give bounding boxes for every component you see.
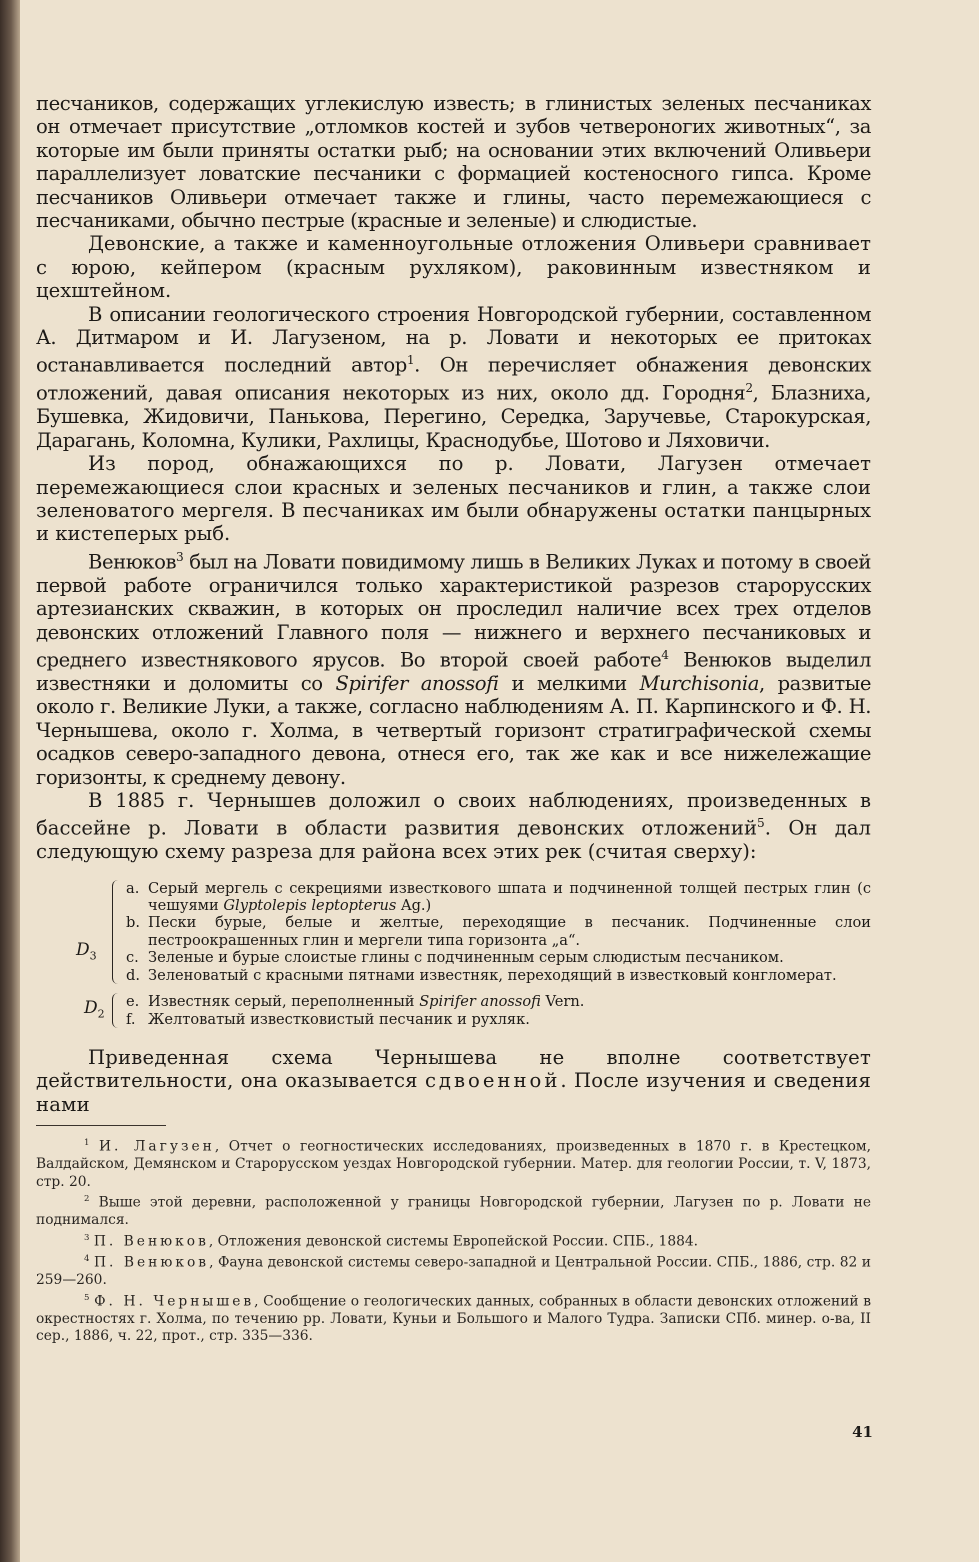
paragraph-1: песчаников, содержащих углекислую известь; в глинистых зеленых песчаниках он отмечает присутствие „отломков костей и зубов четвероногих животных“, за которые им были приняты остатки рыб; на основании этих включений Оливьери параллелизует ловатские песчаники с формацией костеносного гипса. Кроме песчаников Оливьери отмечает также и глины, часто перемежающиеся с песчаниками, обычно пестрые (красные и зеленые) и слюдистые. <box>36 92 871 233</box>
species-name: Spirifer anossofi <box>335 671 499 695</box>
paragraph-5: Венюков$^3$ был на Ловати повидимому лишь в Великих Луках и потому в своей первой работе ограничился только характеристикой разрезов старорусских артезианских скважин, в которых он проследил наличие всех трех отделов девонских отложений Главного поля — нижнего и верхнего песчаниковых и среднего известнякового ярусов. Во второй своей работе$^4$ Венюков выделил известняки и доломиты со Spirifer anossofi и мелкими Murchisonia, развитые около г. Великие Луки, а также, согласно наблюдениям А. П. Карпинского и Ф. Н. Чернышева, около г. Холма, в четвертый горизонт стратиграфической схемы осадков северо-западного девона, отнеся его, так же как и все нижележащие горизонты, к среднему девону. <box>36 549 872 789</box>
page-number: 41 <box>852 1423 873 1441</box>
group-label-d3: $D_3$ <box>76 939 97 963</box>
left-brace <box>112 880 123 984</box>
footnote-ref-2: 2 <box>745 381 753 396</box>
left-brace <box>112 993 123 1028</box>
paragraph-3: В описании геологического строения Новгородской губернии, составленном А. Дитмаром и И. Лагузеном, на р. Ловати и некоторых ее притоках останавливается последний автор$^1$. Он перечисляет обнажения девонских отложений, давая описания некоторых из них, около дд. Городня$^2$, Блазниха, Бушевка, Жидовичи, Панькова, Перегино, Середка, Заручевье, Старокурская, Дарагань, Коломна, Кулики, Рахлицы, Краснодубье, Шотово и Ляховичи. <box>36 302 871 452</box>
footnote-ref-1: 1 <box>406 353 415 368</box>
section-scheme <box>36 880 871 1028</box>
genus-name: Murchisonia <box>639 671 759 695</box>
emphasized-word: сдвоенной <box>424 1069 561 1093</box>
footnote-2: $^2$ Выше этой деревни, расположенной у границы Новгородской губернии, Лагузен по р. Ловати не поднимался. <box>36 1194 871 1229</box>
footnote-ref-3: 3 <box>176 549 184 564</box>
footnote-divider <box>36 1125 166 1126</box>
scheme-group-d2 <box>36 993 871 1028</box>
group-label-d2: $D_2$ <box>84 998 105 1021</box>
book-spine-shadow <box>0 0 20 1562</box>
footnote-ref-5: 5 <box>757 816 765 831</box>
scheme-item-e: e. Известняк серый, переполненный Spirifer anossofi Vern. <box>126 993 585 1011</box>
paragraph-6: В 1885 г. Чернышев доложил о своих наблюдениях, произведенных в бассейне р. Ловати в области развития девонских отложений$^5$. Он дал следующую схему разреза для района всех этих рек (считая сверху): <box>36 788 871 864</box>
footnote-4: $^4$ П. Венюков, Фауна девонской системы северо-западной и Центральной России. СПБ., 1886, стр. 82 и 259—260. <box>36 1253 871 1288</box>
footnote-ref-4: 4 <box>661 647 669 662</box>
footnote-5: $^5$ Ф. Н. Чернышев, Сообщение о геологических данных, собранных в области девонских отложений в окрестностях г. Холма, по течению рр. Ловати, Куньи и Большого и Малого Тудра. Записки СПб. минер. о-ва, II сер., 1886, ч. 22, прот., стр. 335—336. <box>36 1292 871 1345</box>
scheme-item-a: a. Серый мергель с секрециями известкового шпата и подчиненной толщей пестрых глин (с чешуями Glyptolepis leptopterus Ag.) <box>126 879 871 915</box>
scheme-item-f: f. Желтоватый известковистый песчаник и рухляк. <box>126 1010 530 1028</box>
scheme-item-b: b. Пески бурые, белые и желтые, переходящие в песчаник. Подчиненные слои пестроокрашенных глин и мергели типа горизонта „а“. <box>126 914 871 949</box>
paragraph-2: Девонские, а также и каменноугольные отложения Оливьери сравнивает с юрою, кейпером (красным рухляком), раковинным известняком и цехштейном. <box>36 232 871 303</box>
footnote-3: $^3$ П. Венюков, Отложения девонской системы Европейской России. СПБ., 1884. <box>84 1232 699 1250</box>
scheme-item-c: c. Зеленые и бурые слоистые глины с подчиненным серым слюдистым песчаником. <box>126 949 784 967</box>
scheme-item-d: d. Зеленоватый с красными пятнами известняк, переходящий в известковый конгломерат. <box>126 966 837 984</box>
main-text <box>36 92 871 1116</box>
paragraph-7: Приведенная схема Чернышева не вполне соответствует действительности, она оказывается сдвоенной. После изучения и сведения нами <box>36 1045 872 1116</box>
paragraph-4: Из пород, обнажающихся по р. Ловати, Лагузен отмечает перемежающиеся слои красных и зеленых песчаников и глин, а также слои зеленоватого мергеля. В песчаниках им были обнаружены остатки панцырных и кистеперых рыб. <box>36 452 871 546</box>
footnote-1: $^1$ И. Лагузен, Отчет о геогностических исследованиях, произведенных в 1870 г. в Крестецком, Валдайском, Демянском и Старорусском уездах Новгородской губернии. Матер. для геологии России, т. V, 1873, стр. 20. <box>36 1138 871 1190</box>
footnotes <box>36 1135 871 1345</box>
page-body <box>36 92 871 1346</box>
scheme-group-d3 <box>36 880 871 984</box>
